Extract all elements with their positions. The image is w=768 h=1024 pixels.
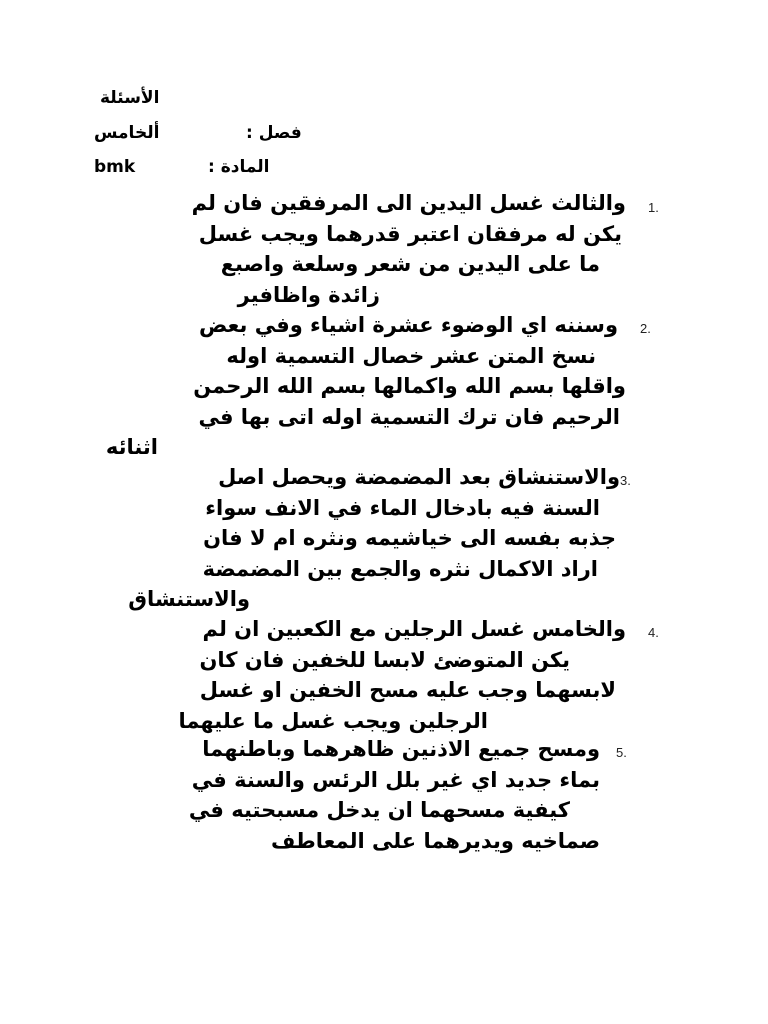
question-line: ما على اليدين من شعر وسلعة واصبع — [220, 252, 600, 276]
question-line: جذبه بفسه الى خياشيمه ونثره ام لا فان — [203, 526, 616, 550]
question-line: الرحيم فان ترك التسمية اوله اتى بها في — [198, 404, 620, 429]
question-number: 5. — [616, 745, 627, 760]
question-line: السنة فيه بادخال الماء في الانف سواء — [205, 495, 600, 520]
question-line: ومسح جميع الاذنين ظاهرهما وباطنهما — [202, 737, 600, 761]
question-number: 2. — [640, 321, 651, 336]
question-line: يكن له مرفقان اعتبر قدرهما ويجب غسل — [198, 221, 622, 246]
question-line: والاستنشاق بعد المضمضة ويحصل اصل — [218, 465, 620, 489]
question-line: يكن المتوضئ لابسا للخفين فان كان — [199, 647, 570, 672]
question-line: صماخيه ويديرهما على المعاطف — [270, 828, 600, 853]
question-line: وسننه اي الوضوء عشرة اشياء وفي بعض — [199, 313, 618, 337]
chapter-label: فصل : — [246, 123, 302, 143]
question-item — [60, 734, 600, 856]
question-line: والخامس غسل الرجلين مع الكعبين ان لم — [202, 617, 626, 641]
question-line: لابسهما وجب عليه مسح الخفين او غسل — [199, 678, 616, 702]
question-number: 4. — [648, 625, 659, 640]
question-item — [86, 188, 626, 310]
question-line: زائدة واظافير — [237, 282, 380, 307]
question-line: بماء جديد اي غير بلل الرئس والسنة في — [191, 767, 600, 792]
subject-label: المادة : — [208, 157, 270, 177]
question-item — [80, 462, 620, 615]
question-item — [86, 310, 626, 463]
question-line: واقلها بسم الله واكمالها بسم الله الرحمن — [193, 374, 626, 398]
question-line: والثالث غسل اليدين الى المرفقين فان لم — [191, 191, 626, 215]
question-line: كيفية مسحهما ان يدخل مسبحتيه في — [188, 798, 570, 822]
question-line: والاستنشاق — [128, 587, 250, 611]
question-line: اراد الاكمال نثره والجمع بين المضمضة — [202, 556, 598, 581]
question-item — [86, 614, 626, 736]
question-number: 1. — [648, 200, 659, 215]
chapter-value: ألخامس — [94, 123, 160, 143]
page-title: الأسئلة — [100, 88, 160, 108]
subject-value: bmk — [94, 157, 136, 177]
question-line: اثنائه — [105, 435, 158, 459]
question-number: 3. — [620, 473, 631, 488]
question-line: نسخ المتن عشر خصال التسمية اوله — [226, 343, 596, 368]
question-line: الرجلين ويجب غسل ما عليهما — [178, 708, 488, 733]
